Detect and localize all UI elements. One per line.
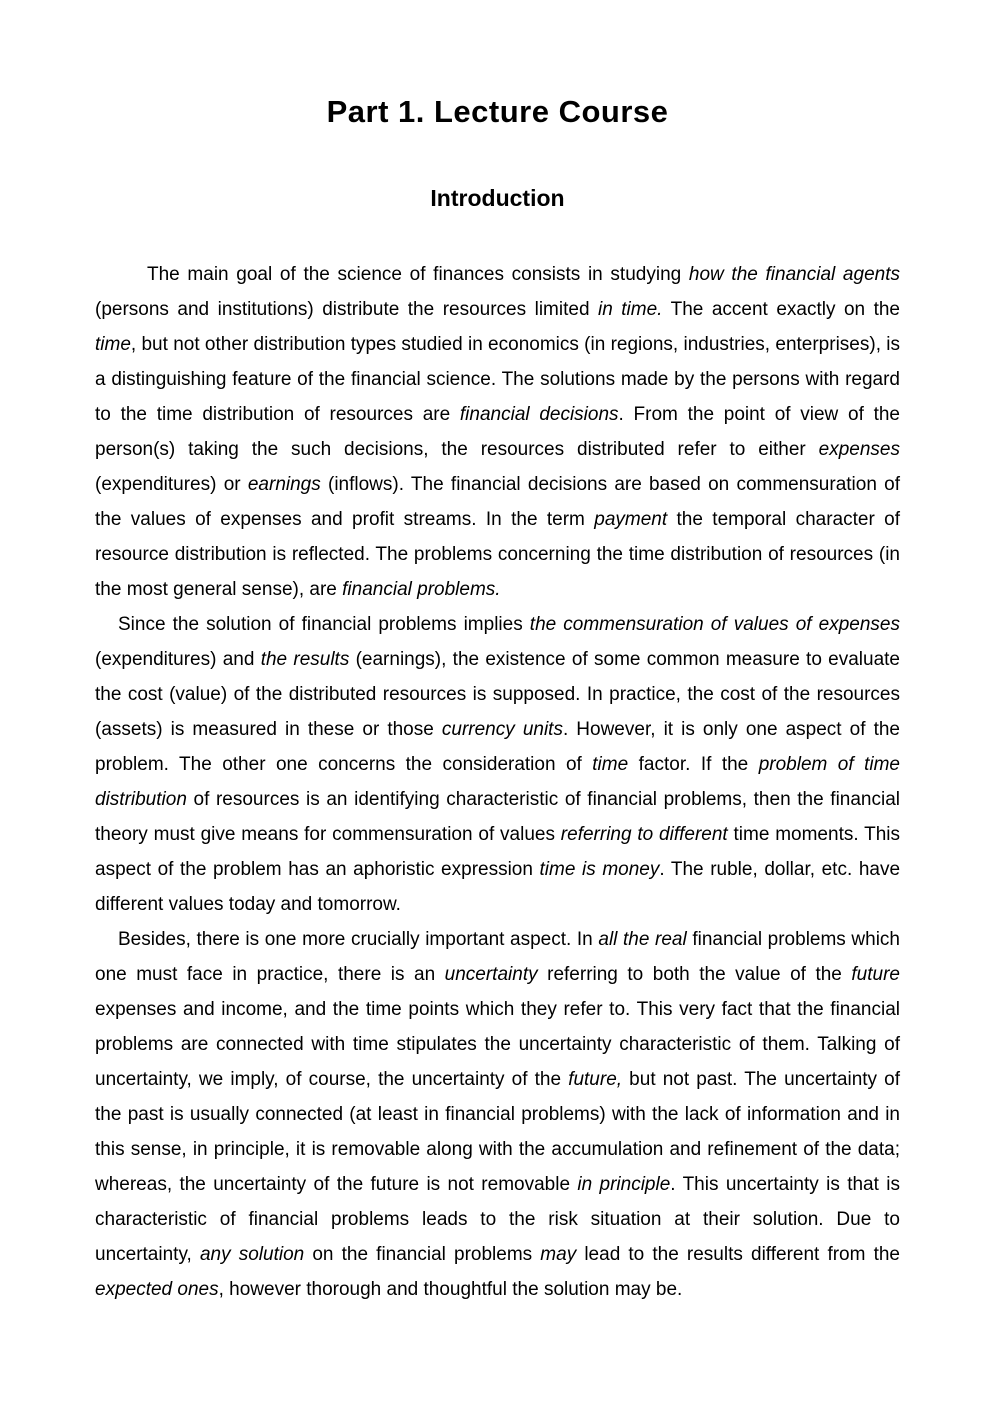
text-run: . However, it is only one aspect of the problem. The other one concerns the consideration of <box>95 719 900 775</box>
text-run: on the financial problems <box>304 1244 541 1265</box>
italic-text-run: financial problems. <box>342 579 501 600</box>
italic-text-run: how the financial agents <box>688 264 900 285</box>
italic-text-run: in principle <box>577 1174 671 1195</box>
italic-text-run: in time. <box>598 299 663 320</box>
italic-text-run: payment <box>594 509 668 530</box>
text-run: (persons and institutions) distribute the resources limited <box>95 299 598 320</box>
document-body <box>95 257 900 1307</box>
text-run: lead to the results different from the <box>576 1244 901 1265</box>
italic-text-run: expected ones <box>95 1279 219 1300</box>
italic-text-run: the results <box>260 649 350 670</box>
text-run: but not past. The uncertainty of the past is usually connected (at least in financial problems) with the lack of information and in this sense, in principle, it is removable along with the accumulation and refinement of the data; whereas, the uncertainty of the future is not removable <box>95 1069 901 1195</box>
text-run: (earnings), the existence of some common measure to evaluate the cost (value) of the distributed resources is supposed. In practice, the cost of the resources (assets) is measured in these or those <box>95 649 900 740</box>
text-run: of resources is an identifying characteristic of financial problems, then the financial theory must give means for commensuration of values <box>95 789 900 845</box>
text-run: , but not other distribution types studied in economics (in regions, industries, enterprises), is a distinguishing feature of the financial science. The solutions made by the persons with regard to the time distribution of resources are <box>95 334 900 425</box>
italic-text-run: all the real <box>598 929 687 950</box>
text-run: financial problems which one must face in practice, there is an <box>95 929 900 985</box>
italic-text-run: may <box>540 1244 577 1265</box>
text-run: . This uncertainty is that is characteristic of financial problems leads to the risk situation at their solution. Due to uncertainty, <box>95 1174 900 1265</box>
part-title: Part 1. Lecture Course <box>326 94 669 129</box>
text-run: The main goal of the science of finances consists in studying <box>147 264 689 285</box>
text-run: factor. If the <box>628 754 759 775</box>
italic-text-run: the commensuration of values of expenses <box>529 614 900 635</box>
text-run: the temporal character of resource distribution is reflected. The problems concerning the time distribution of resources (in the most general sense), are <box>95 509 900 600</box>
text-run: (expenditures) or <box>95 474 248 495</box>
text-run: (expenditures) and <box>95 649 261 670</box>
paragraph <box>95 607 900 922</box>
paragraph <box>95 257 900 607</box>
text-run: . From the point of view of the person(s) taking the such decisions, the resources distributed refer to either <box>95 404 900 460</box>
text-run: referring to both the value of the <box>537 964 852 985</box>
italic-text-run: referring to different <box>560 824 728 845</box>
italic-text-run: future, <box>568 1069 623 1090</box>
italic-text-run: problem of time distribution <box>95 754 900 810</box>
text-run: Besides, there is one more crucially important aspect. In <box>118 929 599 950</box>
italic-text-run: expenses <box>818 439 900 460</box>
italic-text-run: currency units <box>441 719 563 740</box>
paragraph <box>95 922 900 1307</box>
text-run: . The ruble, dollar, etc. have different values today and tomorrow. <box>95 859 901 915</box>
text-run: time moments. This aspect of the problem has an aphoristic expression <box>95 824 900 880</box>
italic-text-run: time <box>95 334 131 355</box>
italic-text-run: time is money <box>539 859 660 880</box>
italic-text-run: earnings <box>247 474 321 495</box>
italic-text-run: future <box>851 964 900 985</box>
text-run: Since the solution of financial problems implies <box>118 614 530 635</box>
text-run: , however thorough and thoughtful the solution may be. <box>218 1279 683 1300</box>
italic-text-run: uncertainty <box>444 964 538 985</box>
text-run: (inflows). The financial decisions are based on commensuration of the values of expenses and profit streams. In the term <box>95 474 900 530</box>
italic-text-run: financial decisions <box>459 404 619 425</box>
section-heading: Introduction <box>430 185 565 211</box>
italic-text-run: any solution <box>199 1244 305 1265</box>
italic-text-run: time <box>592 754 629 775</box>
text-run: expenses and income, and the time points which they refer to. This very fact that the financial problems are connected with time stipulates the uncertainty characteristic of them. Talking of uncertainty, we imply, of course, the uncertainty of the <box>95 999 900 1090</box>
text-run: The accent exactly on the <box>662 299 900 320</box>
